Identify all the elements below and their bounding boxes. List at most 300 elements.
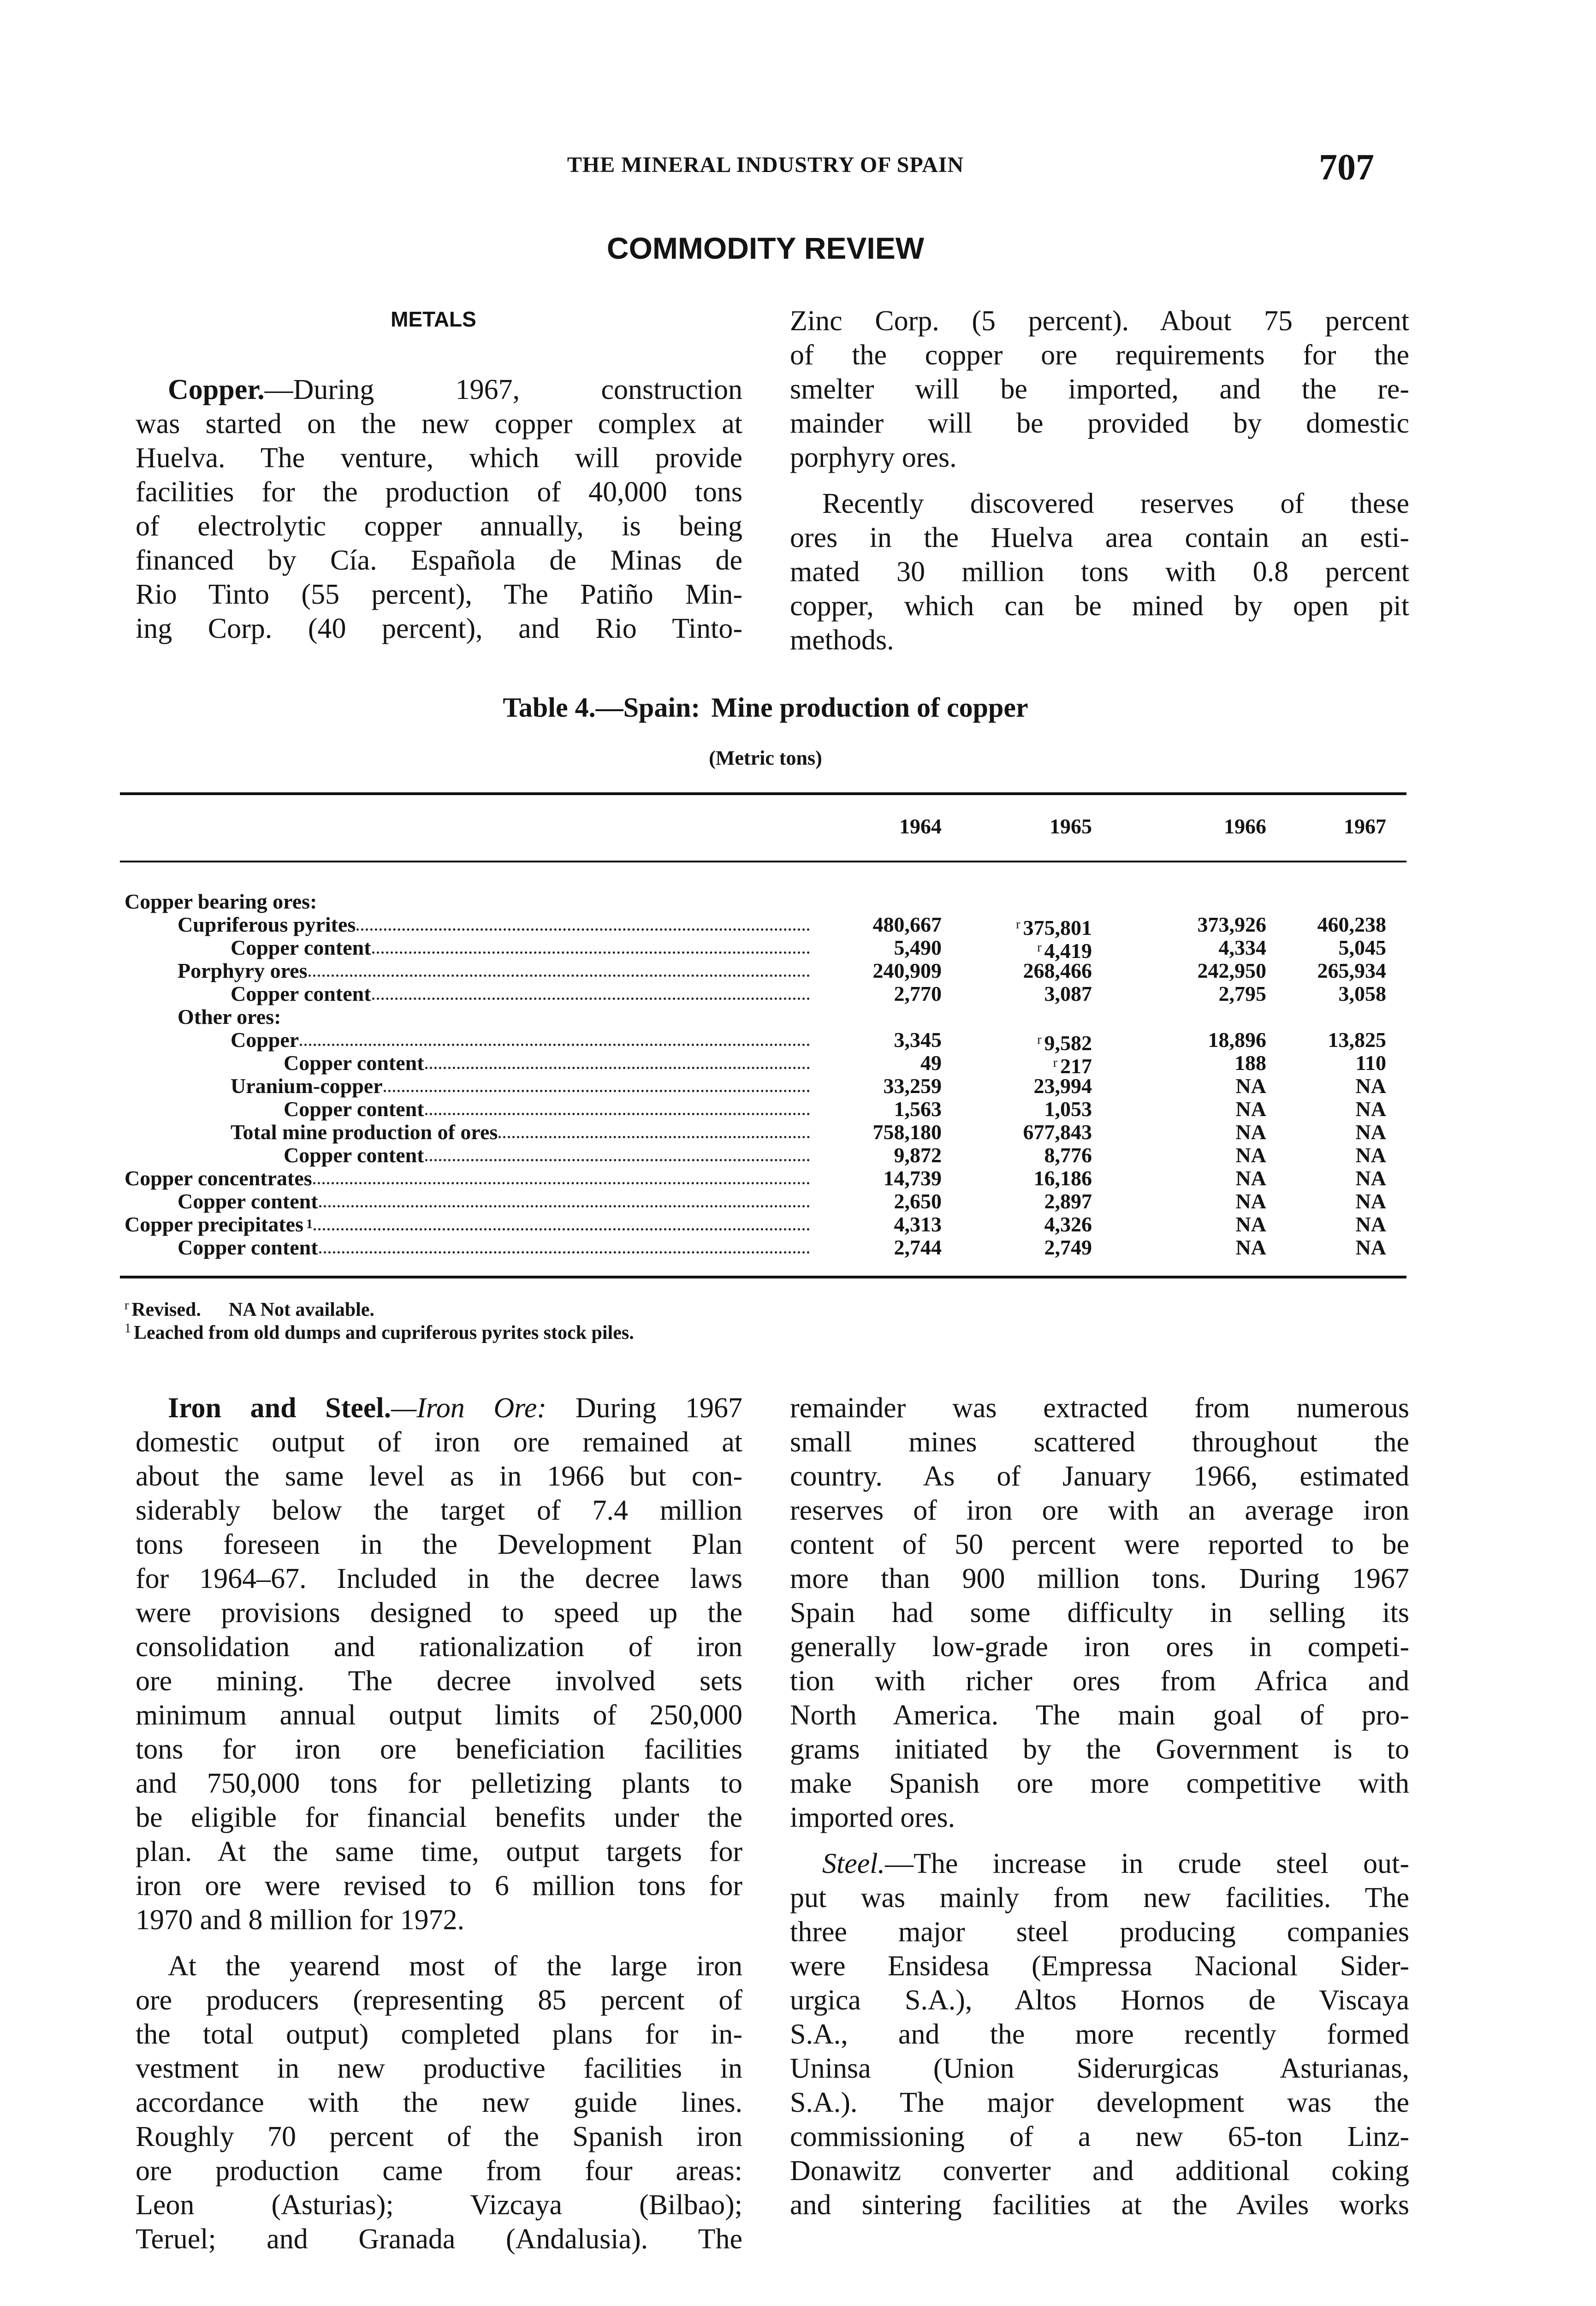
text-line: [136, 2086, 742, 2120]
table-body: [125, 890, 1406, 1259]
row-label: [125, 936, 816, 959]
dot-leader: [319, 1190, 810, 1207]
cell-value: 5,045: [1338, 936, 1386, 959]
row-label-text: Copper content: [231, 982, 371, 1005]
table-row: [125, 1051, 1406, 1078]
cell-value: 4,326: [1044, 1212, 1092, 1236]
text-line: [136, 1732, 742, 1766]
line-text: ores in the Huelva area contain an esti-: [790, 522, 1409, 553]
line-text: Rio Tinto (55 percent), The Patiño Min-: [136, 579, 742, 610]
table-row: [125, 982, 1406, 1005]
cell-value: 2,770: [894, 982, 942, 1005]
row-label: [125, 1213, 816, 1236]
table-cell-1966: [1156, 1213, 1266, 1236]
line-text: remainder was extracted from numerous: [790, 1392, 1409, 1424]
line-text: S.A., and the more recently formed: [790, 2019, 1409, 2050]
cell-value: NA: [1235, 1166, 1266, 1190]
text-line: [790, 589, 1409, 623]
table-cell-1964: [831, 936, 942, 959]
run-in-heading: Copper.: [168, 374, 265, 405]
row-label-text: Copper bearing ores:: [125, 890, 317, 913]
row-label: [125, 1121, 816, 1144]
cell-value: NA: [1355, 1074, 1386, 1098]
text-line: [136, 1766, 742, 1801]
table-cell-1966: [1156, 1190, 1266, 1213]
table-cell-1965: [981, 1213, 1092, 1236]
section-title: COMMODITY REVIEW: [606, 231, 925, 265]
table-cell-1966: [1156, 1075, 1266, 1098]
table-row: [125, 1144, 1406, 1167]
column-top-left: [136, 373, 742, 646]
line-text: ore production came from four areas:: [136, 2155, 742, 2187]
text-line: [790, 2051, 1409, 2086]
table-cell-1967: [1276, 1213, 1386, 1236]
cell-value: NA: [1235, 1120, 1266, 1144]
line-text: 1970 and 8 million for 1972.: [136, 1904, 464, 1936]
text-line: [136, 1869, 742, 1903]
line-text: make Spanish ore more competitive with: [790, 1768, 1409, 1799]
table-row: [125, 1098, 1406, 1121]
line-text: tons for iron ore beneficiation facilities: [136, 1734, 742, 1765]
dot-leader: [313, 1167, 810, 1184]
column-bottom-right: [790, 1391, 1409, 2222]
row-label-text: Copper content: [284, 1097, 424, 1121]
table-cell-1966: [1156, 1098, 1266, 1121]
table-cell-1967: [1276, 982, 1386, 1005]
table-title: [120, 692, 1411, 724]
text-line: [136, 1630, 742, 1664]
cell-value: NA: [1355, 1189, 1386, 1213]
cell-value: 268,466: [1023, 959, 1092, 982]
table-row: [125, 936, 1406, 963]
row-label-text: Copper: [231, 1028, 299, 1052]
text-line: [136, 543, 742, 577]
line-text: accordance with the new guide lines.: [136, 2087, 742, 2118]
line-text: for 1964–67. Included in the decree laws: [136, 1563, 742, 1594]
text-line: [790, 623, 1409, 657]
text-line: [136, 509, 742, 543]
footnote-mark: r: [125, 1298, 129, 1313]
cell-value: 13,825: [1328, 1028, 1386, 1052]
text-line: [790, 1881, 1409, 1915]
table-cell-1964: [831, 1028, 942, 1052]
text-line: [790, 1596, 1409, 1630]
dot-leader: [425, 1098, 810, 1115]
cell-value: NA: [1355, 1097, 1386, 1121]
text-line: [136, 373, 742, 407]
table-cell-1964: [831, 1167, 942, 1190]
table-row: [125, 913, 1406, 939]
cell-value: 242,950: [1197, 959, 1266, 982]
table-top-rule: [120, 792, 1406, 795]
text-line: [790, 2120, 1409, 2154]
table-cell-1964: [831, 1075, 942, 1098]
line-text: Spain had some difficulty in selling its: [790, 1597, 1409, 1628]
line-text: three major steel producing companies: [790, 1916, 1409, 1948]
revised-mark: r: [1016, 917, 1020, 932]
dot-leader: [356, 913, 810, 931]
cell-value: 18,896: [1208, 1028, 1266, 1052]
table-row: [125, 1005, 1406, 1028]
text-line: [790, 338, 1409, 372]
text-line: [136, 2222, 742, 2256]
cell-value: 4,313: [894, 1212, 942, 1236]
row-label: [125, 1075, 816, 1098]
table-cell-1965: [981, 1144, 1092, 1167]
line-text: vestment in new productive facilities in: [136, 2053, 742, 2084]
col-header-1965: 1965: [1050, 814, 1092, 838]
col-header-1966: 1966: [1224, 814, 1266, 838]
table-cell-1967: [1276, 959, 1386, 982]
cell-value: 9,872: [894, 1143, 942, 1167]
revised-mark: r: [1053, 1056, 1057, 1070]
cell-value: 3,058: [1338, 982, 1386, 1005]
line-text: During 1967: [546, 1392, 742, 1424]
line-text: and 750,000 tons for pelletizing plants to: [136, 1768, 742, 1799]
paragraph: [136, 373, 742, 646]
table-cell-1965: [981, 1098, 1092, 1121]
table-row: [125, 1190, 1406, 1213]
footnote-1: [125, 1321, 634, 1344]
row-label-text: Copper concentrates: [125, 1166, 312, 1190]
line-text: ore mining. The decree involved sets: [136, 1665, 742, 1697]
text-line: [790, 2188, 1409, 2222]
text-line: [790, 440, 1409, 475]
text-line: [136, 1698, 742, 1732]
table-row: [125, 959, 1406, 982]
table-cell-1967: [1276, 1236, 1386, 1259]
text-line: [790, 1698, 1409, 1732]
text-line: [790, 521, 1409, 555]
text-line: [136, 1425, 742, 1459]
text-line: [790, 1630, 1409, 1664]
text-line: [790, 2086, 1409, 2120]
col-header-1967: 1967: [1344, 814, 1386, 838]
line-text: Leon (Asturias); Vizcaya (Bilbao);: [136, 2189, 742, 2221]
text-line: [136, 1949, 742, 1983]
text-line: [136, 441, 742, 475]
line-text: financed by Cía. Española de Minas de: [136, 545, 742, 576]
table-cell-1965: [981, 959, 1092, 982]
cell-value: 2,650: [894, 1189, 942, 1213]
text-line: [790, 304, 1409, 338]
text-line: [136, 1527, 742, 1562]
table-number: Table 4.—Spain:: [503, 692, 700, 723]
cell-value: NA: [1235, 1212, 1266, 1236]
table-cell-1964: [831, 913, 942, 936]
text-line: [790, 487, 1409, 521]
line-text: were provisions designed to speed up the: [136, 1597, 742, 1628]
text-line: [136, 2154, 742, 2188]
text-line: [136, 1391, 742, 1425]
table-cell-1967: [1276, 1075, 1386, 1098]
cell-value: NA: [1235, 1074, 1266, 1098]
table-cell-1964: [831, 1052, 942, 1075]
text-line: [136, 407, 742, 441]
subsection-heading: METALS: [391, 307, 476, 331]
footnote-ref: 1: [306, 1217, 313, 1231]
text-line: [136, 1459, 742, 1493]
line-text: Roughly 70 percent of the Spanish iron: [136, 2121, 742, 2152]
text-line: [790, 1732, 1409, 1766]
cell-value: 1,563: [894, 1097, 942, 1121]
cell-value: 4,419: [1044, 939, 1092, 963]
table-unit: (Metric tons): [709, 747, 822, 769]
cell-value: 677,843: [1023, 1120, 1092, 1144]
line-text: Huelva. The venture, which will provide: [136, 442, 742, 474]
line-text: urgica S.A.), Altos Hornos de Viscaya: [790, 1985, 1409, 2016]
table-cell-1964: [831, 982, 942, 1005]
table-row: [125, 1167, 1406, 1190]
row-label-text: Total mine production of ores: [231, 1120, 498, 1144]
dot-leader: [318, 890, 810, 908]
table-cell-1967: [1276, 1144, 1386, 1167]
dot-leader: [425, 1052, 810, 1069]
row-label-text: Copper content: [231, 936, 371, 959]
table-cell-1967: [1276, 1052, 1386, 1075]
text-line: [136, 2120, 742, 2154]
cell-value: 16,186: [1033, 1166, 1092, 1190]
cell-value: 240,909: [872, 959, 942, 982]
table-cell-1964: [831, 1098, 942, 1121]
paragraph: [136, 1937, 742, 2256]
paragraph-gap: [790, 475, 1409, 487]
table-cell-1967: [1276, 936, 1386, 959]
row-label-text: Copper precipitates: [125, 1212, 303, 1236]
line-text: minimum annual output limits of 250,000: [136, 1700, 742, 1731]
cell-value: 3,087: [1044, 982, 1092, 1005]
line-text: —The increase in crude steel out-: [885, 1848, 1409, 1879]
line-text: put was mainly from new facilities. The: [790, 1882, 1409, 1914]
table-row: [125, 1236, 1406, 1259]
text-line: [136, 1493, 742, 1527]
table-cell-1964: [831, 1190, 942, 1213]
table-cell-1964: [831, 1121, 942, 1144]
table-cell-1965: [981, 982, 1092, 1005]
line-text: grams initiated by the Government is to: [790, 1734, 1409, 1765]
table-cell-1964: [831, 959, 942, 982]
table-cell-1966: [1156, 913, 1266, 936]
dot-leader: [309, 959, 810, 977]
line-text: consolidation and rationalization of iron: [136, 1631, 742, 1663]
footnote-na: NA Not available.: [228, 1299, 374, 1320]
table-caption: Mine production of copper: [711, 692, 1028, 723]
dot-leader: [314, 1213, 810, 1230]
table-cell-1967: [1276, 913, 1386, 936]
row-label: [125, 1236, 816, 1259]
table-cell-1966: [1156, 1052, 1266, 1075]
line-text: imported ores.: [790, 1802, 955, 1833]
table-cell-1967: [1276, 1121, 1386, 1144]
revised-mark: r: [1037, 940, 1042, 955]
run-in-heading: Iron and Steel.: [168, 1392, 392, 1424]
line-text: small mines scattered throughout the: [790, 1426, 1409, 1458]
table-cell-1967: [1276, 1098, 1386, 1121]
table-row: [125, 1121, 1406, 1144]
cell-value: 460,238: [1317, 913, 1386, 936]
run-in-heading: Steel.: [822, 1848, 885, 1879]
row-label: [125, 1005, 816, 1028]
cell-value: NA: [1235, 1236, 1266, 1259]
line-text: Uninsa (Union Siderurgicas Asturianas,: [790, 2053, 1409, 2084]
cell-value: 9,582: [1044, 1031, 1092, 1055]
cell-value: NA: [1355, 1143, 1386, 1167]
text-line: [790, 1664, 1409, 1698]
table-cell-1965: [981, 1028, 1092, 1055]
table-row: [125, 1075, 1406, 1098]
cell-value: 265,934: [1317, 959, 1386, 982]
table-cell-1964: [831, 1236, 942, 1259]
table-cell-1967: [1276, 1167, 1386, 1190]
cell-value: NA: [1355, 1120, 1386, 1144]
dot-leader: [300, 1028, 810, 1046]
text-line: [790, 1949, 1409, 1983]
column-top-right: [790, 304, 1409, 657]
cell-value: 480,667: [872, 913, 942, 936]
cell-value: 49: [920, 1051, 942, 1075]
text-line: [790, 1983, 1409, 2017]
table-cell-1965: [981, 1236, 1092, 1259]
dot-leader: [372, 982, 810, 1000]
line-text: plan. At the same time, output targets for: [136, 1836, 742, 1867]
table-cell-1965: [981, 913, 1092, 939]
row-label-text: Copper content: [178, 1189, 318, 1213]
line-text: country. As of January 1966, estimated: [790, 1461, 1409, 1492]
text-line: [790, 1493, 1409, 1527]
table-cell-1964: [831, 1213, 942, 1236]
text-line: [136, 577, 742, 612]
row-label-text: Other ores:: [178, 1005, 281, 1028]
table-cell-1966: [1156, 982, 1266, 1005]
line-text: mated 30 million tons with 0.8 percent: [790, 556, 1409, 588]
text-line: [790, 2017, 1409, 2051]
text-line: [136, 2051, 742, 2086]
cell-value: 217: [1060, 1054, 1092, 1078]
col-header-1964: 1964: [899, 814, 942, 838]
row-label-text: Cupriferous pyrites: [178, 913, 356, 936]
row-label-text: Uranium-copper: [231, 1074, 383, 1098]
run-in-subheading: —Iron Ore:: [391, 1392, 547, 1424]
table-cell-1967: [1276, 1190, 1386, 1213]
cell-value: 375,801: [1023, 916, 1092, 939]
running-head: THE MINERAL INDUSTRY OF SPAIN: [567, 153, 964, 177]
text-line: [790, 1766, 1409, 1801]
table-header: [125, 814, 1406, 842]
footnote-revised: [125, 1298, 374, 1321]
line-text: S.A.). The major development was the: [790, 2087, 1409, 2118]
text-line: [136, 1835, 742, 1869]
dot-leader: [498, 1121, 810, 1138]
row-label: [125, 890, 816, 913]
table-row: [125, 1213, 1406, 1236]
paragraph: [790, 475, 1409, 657]
line-text: Zinc Corp. (5 percent). About 75 percent: [790, 305, 1409, 337]
line-text: of electrolytic copper annually, is being: [136, 511, 742, 542]
line-text: mainder will be provided by domestic: [790, 408, 1409, 439]
row-label: [125, 1144, 816, 1167]
text-line: [790, 1391, 1409, 1425]
table-row: [125, 890, 1406, 913]
paragraph: [136, 1391, 742, 1937]
table-cell-1966: [1156, 1144, 1266, 1167]
line-text: ing Corp. (40 percent), and Rio Tinto-: [136, 613, 742, 644]
row-label: [125, 1028, 816, 1052]
row-label: [125, 913, 816, 936]
cell-value: NA: [1355, 1212, 1386, 1236]
text-line: [790, 406, 1409, 440]
row-label-text: Copper content: [178, 1236, 318, 1259]
table-cell-1965: [981, 1190, 1092, 1213]
line-text: North America. The main goal of pro-: [790, 1700, 1409, 1731]
footnote-mark: 1: [125, 1321, 131, 1336]
paragraph: [790, 1835, 1409, 2222]
cell-value: 110: [1355, 1051, 1386, 1075]
line-text: Recently discovered reserves of these: [822, 488, 1409, 519]
line-text: more than 900 million tons. During 1967: [790, 1563, 1409, 1594]
text-line: [136, 475, 742, 509]
cell-value: 2,749: [1044, 1236, 1092, 1259]
dot-leader: [319, 1236, 810, 1254]
table-cell-1965: [981, 1121, 1092, 1144]
text-line: [136, 1596, 742, 1630]
cell-value: 2,897: [1044, 1189, 1092, 1213]
text-line: [790, 1425, 1409, 1459]
paragraph-gap: [790, 1835, 1409, 1847]
line-text: smelter will be imported, and the re-: [790, 374, 1409, 405]
line-text: Teruel; and Granada (Andalusia). The: [136, 2223, 742, 2255]
line-text: be eligible for financial benefits under the: [136, 1802, 742, 1833]
table-cell-1966: [1156, 1236, 1266, 1259]
text-line: [790, 555, 1409, 589]
line-text: —During 1967, construction: [264, 374, 742, 405]
cell-value: 188: [1234, 1051, 1266, 1075]
table-cell-1966: [1156, 1121, 1266, 1144]
cell-value: 14,739: [883, 1166, 942, 1190]
row-label-text: Copper content: [284, 1051, 424, 1075]
paragraph-gap: [136, 1937, 742, 1949]
revised-mark: r: [1037, 1033, 1042, 1047]
line-text: tons foreseen in the Development Plan: [136, 1529, 742, 1560]
cell-value: 8,776: [1044, 1143, 1092, 1167]
table-bottom-rule: [120, 1276, 1406, 1278]
line-text: the total output) completed plans for in-: [136, 2019, 742, 2050]
cell-value: NA: [1355, 1166, 1386, 1190]
cell-value: 23,994: [1033, 1074, 1092, 1098]
text-line: [790, 1915, 1409, 1949]
line-text: siderably below the target of 7.4 million: [136, 1495, 742, 1526]
text-line: [136, 1562, 742, 1596]
row-label: [125, 959, 816, 982]
row-label: [125, 1167, 816, 1190]
line-text: was started on the new copper complex at: [136, 408, 742, 440]
text-line: [790, 1801, 1409, 1835]
line-text: commissioning of a new 65-ton Linz-: [790, 2121, 1409, 2152]
line-text: At the yearend most of the large iron: [168, 1950, 742, 1982]
line-text: reserves of iron ore with an average iron: [790, 1495, 1409, 1526]
paragraph: [790, 1391, 1409, 1835]
line-text: iron ore were revised to 6 million tons for: [136, 1870, 742, 1902]
text-line: [790, 2154, 1409, 2188]
cell-value: 4,334: [1218, 936, 1266, 959]
line-text: generally low-grade iron ores in competi-: [790, 1631, 1409, 1663]
table-cell-1966: [1156, 959, 1266, 982]
table-cell-1965: [981, 1167, 1092, 1190]
cell-value: 3,345: [894, 1028, 942, 1052]
paragraph: [790, 304, 1409, 475]
table-cell-1967: [1276, 1028, 1386, 1052]
text-line: [790, 372, 1409, 406]
column-bottom-left: [136, 1391, 742, 2256]
